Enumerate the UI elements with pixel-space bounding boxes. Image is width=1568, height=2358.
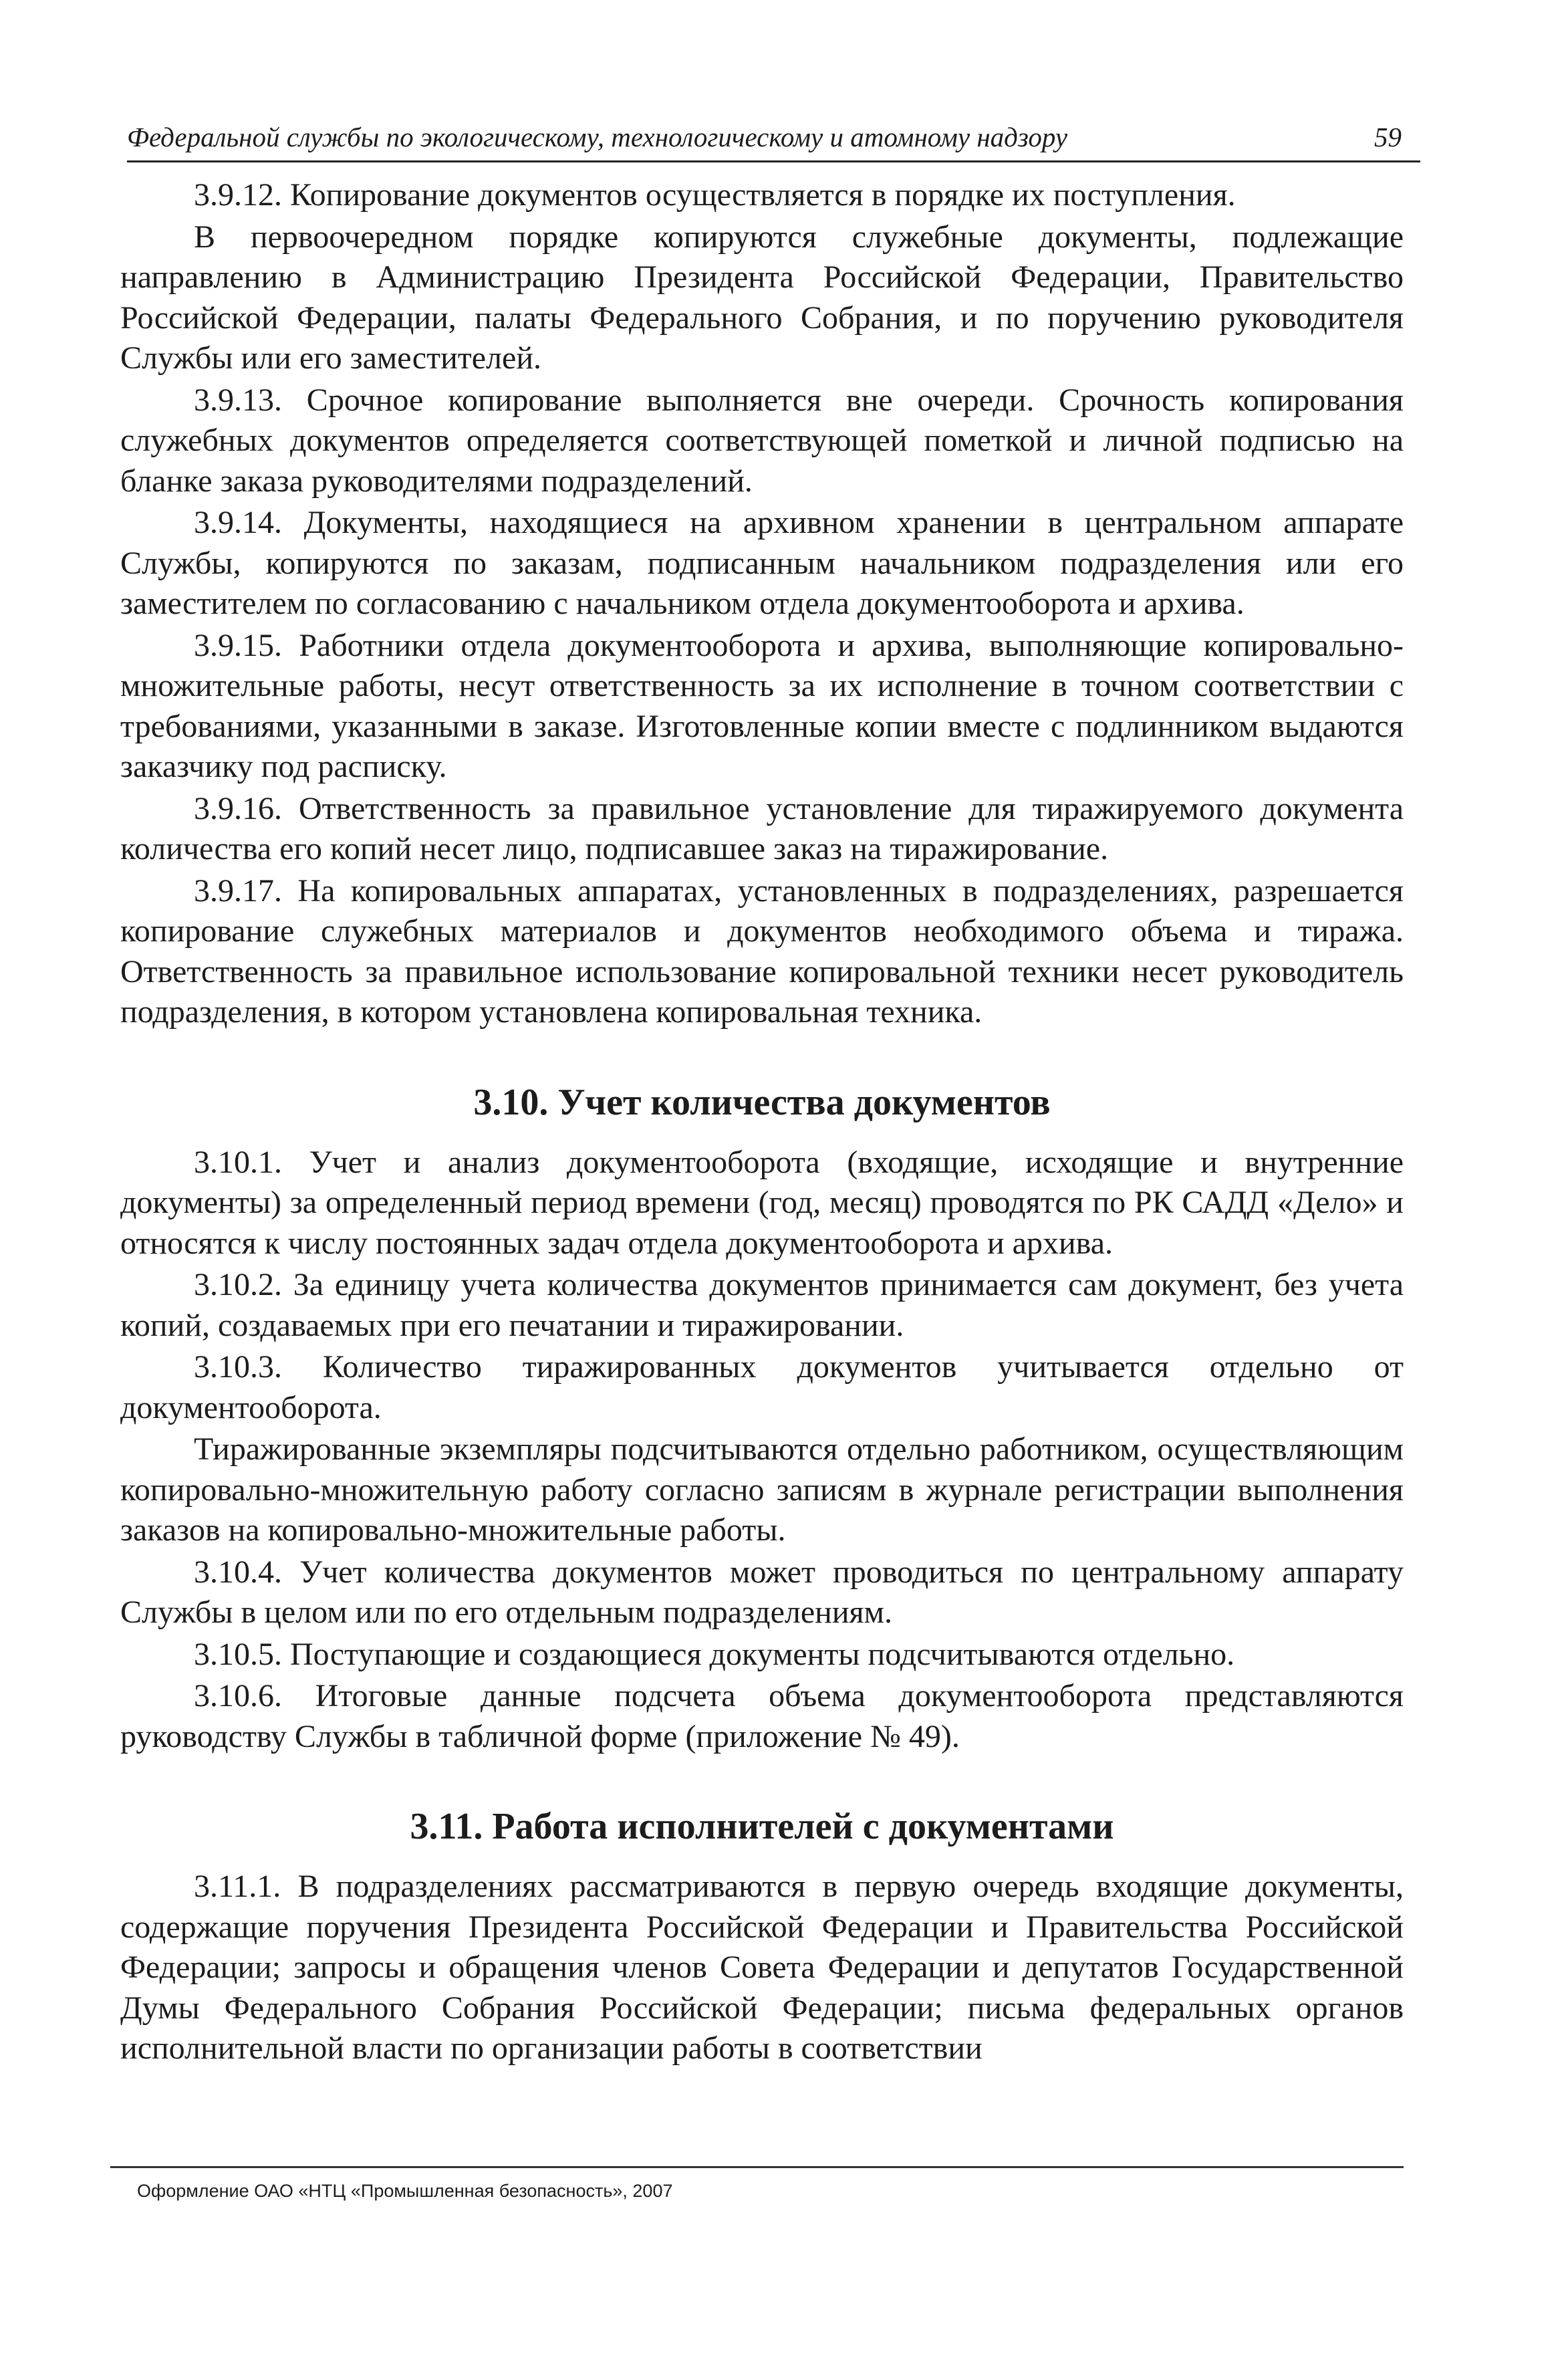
section-heading-3-11: 3.11. Работа исполнителей с документами [410, 1806, 1114, 1847]
running-header [127, 114, 1420, 162]
paragraph-tiraz-count: Тиражированные экземпляры подсчитываются отдельно работником, осуществляющим копировально-множительную работу согласно записям в журнале регистрации выполнения заказов на копировально-множительные работы. [120, 1431, 1404, 1548]
section-heading-3-10: 3.10. Учет количества документов [473, 1081, 1051, 1123]
paragraph-3-9-16: 3.9.16. Ответственность за правильное установление для тиражируемого документа количества его копий несет лицо, подписавшее заказ на тиражирование. [120, 790, 1404, 866]
paragraph-3-11-1: 3.11.1. В подразделениях рассматриваются в первую очередь входящие документы, содержащие поручения Президента Российской Федерации и Правительства Российской Федерации; запросы и обращения членов Совета Федерации и депутатов Государственной Думы Федерального Собрания Российской Федерации; письма федеральных органов исполнительной власти по организации работы в соответствии [120, 1869, 1404, 2066]
running-title: Федеральной службы по экологическому, технологическому и атомному надзору [127, 122, 1068, 152]
footer-credit: Оформление ОАО «НТЦ «Промышленная безопасность», 2007 [137, 2181, 673, 2201]
paragraph-3-9-17: 3.9.17. На копировальных аппаратах, установленных в подразделениях, разрешается копирование служебных материалов и документов необходимого объема и тиража. Ответственность за правильное использование копировальной техники несет руководитель подразделения, в котором установлена копировальная техника. [120, 872, 1404, 1030]
paragraph-3-10-3: 3.10.3. Количество тиражированных документов учитывается отдельно от документооборота. [120, 1349, 1404, 1425]
paragraph-3-10-5: 3.10.5. Поступающие и создающиеся документы подсчитываются отдельно. [194, 1636, 1235, 1672]
footer-divider [110, 2166, 1404, 2168]
paragraph-3-10-2: 3.10.2. За единицу учета количества документов принимается сам документ, без учета копий, создаваемых при его печатании и тиражировании. [120, 1267, 1404, 1343]
paragraph-priority-copying: В первоочередном порядке копируются служебные документы, подлежащие направлению в Администрацию Президента Российской Федерации, Правительство Российской Федерации, палаты Федерального Собрания, и по поручению руководителя Службы или его заместителей. [120, 219, 1404, 376]
paragraph-3-9-12: 3.9.12. Копирование документов осуществляется в порядке их поступления. [194, 177, 1236, 213]
paragraph-3-9-14: 3.9.14. Документы, находящиеся на архивном хранении в центральном аппарате Службы, копируются по заказам, подписанным начальником подразделения или его заместителем по согласованию с начальником отдела документооборота и архива. [120, 505, 1404, 621]
paragraph-3-9-15: 3.9.15. Работники отдела документооборота и архива, выполняющие копировально-множительные работы, несут ответственность за их исполнение в точном соответствии с требованиями, указанными в заказе. Изготовленные копии вместе с подлинником выдаются заказчику под расписку. [120, 627, 1404, 784]
paragraph-3-10-6: 3.10.6. Итоговые данные подсчета объема документооборота представляются руководству Службы в табличной форме (приложение № 49). [120, 1678, 1404, 1754]
paragraph-3-10-4: 3.10.4. Учет количества документов может проводиться по центральному аппарату Службы в целом или по его отдельным подразделениям. [120, 1554, 1404, 1630]
page-number: 59 [1374, 122, 1402, 152]
paragraph-3-10-1: 3.10.1. Учет и анализ документооборота (входящие, исходящие и внутренние документы) за определенный период времени (год, месяц) проводятся по РК САДД «Дело» и относятся к числу постоянных задач отдела документооборота и архива. [120, 1144, 1404, 1261]
paragraph-3-9-13: 3.9.13. Срочное копирование выполняется вне очереди. Срочность копирования служебных документов определяется соответствующей пометкой и личной подписью на бланке заказа руководителями подразделений. [120, 382, 1404, 499]
page-body [120, 175, 1404, 2069]
